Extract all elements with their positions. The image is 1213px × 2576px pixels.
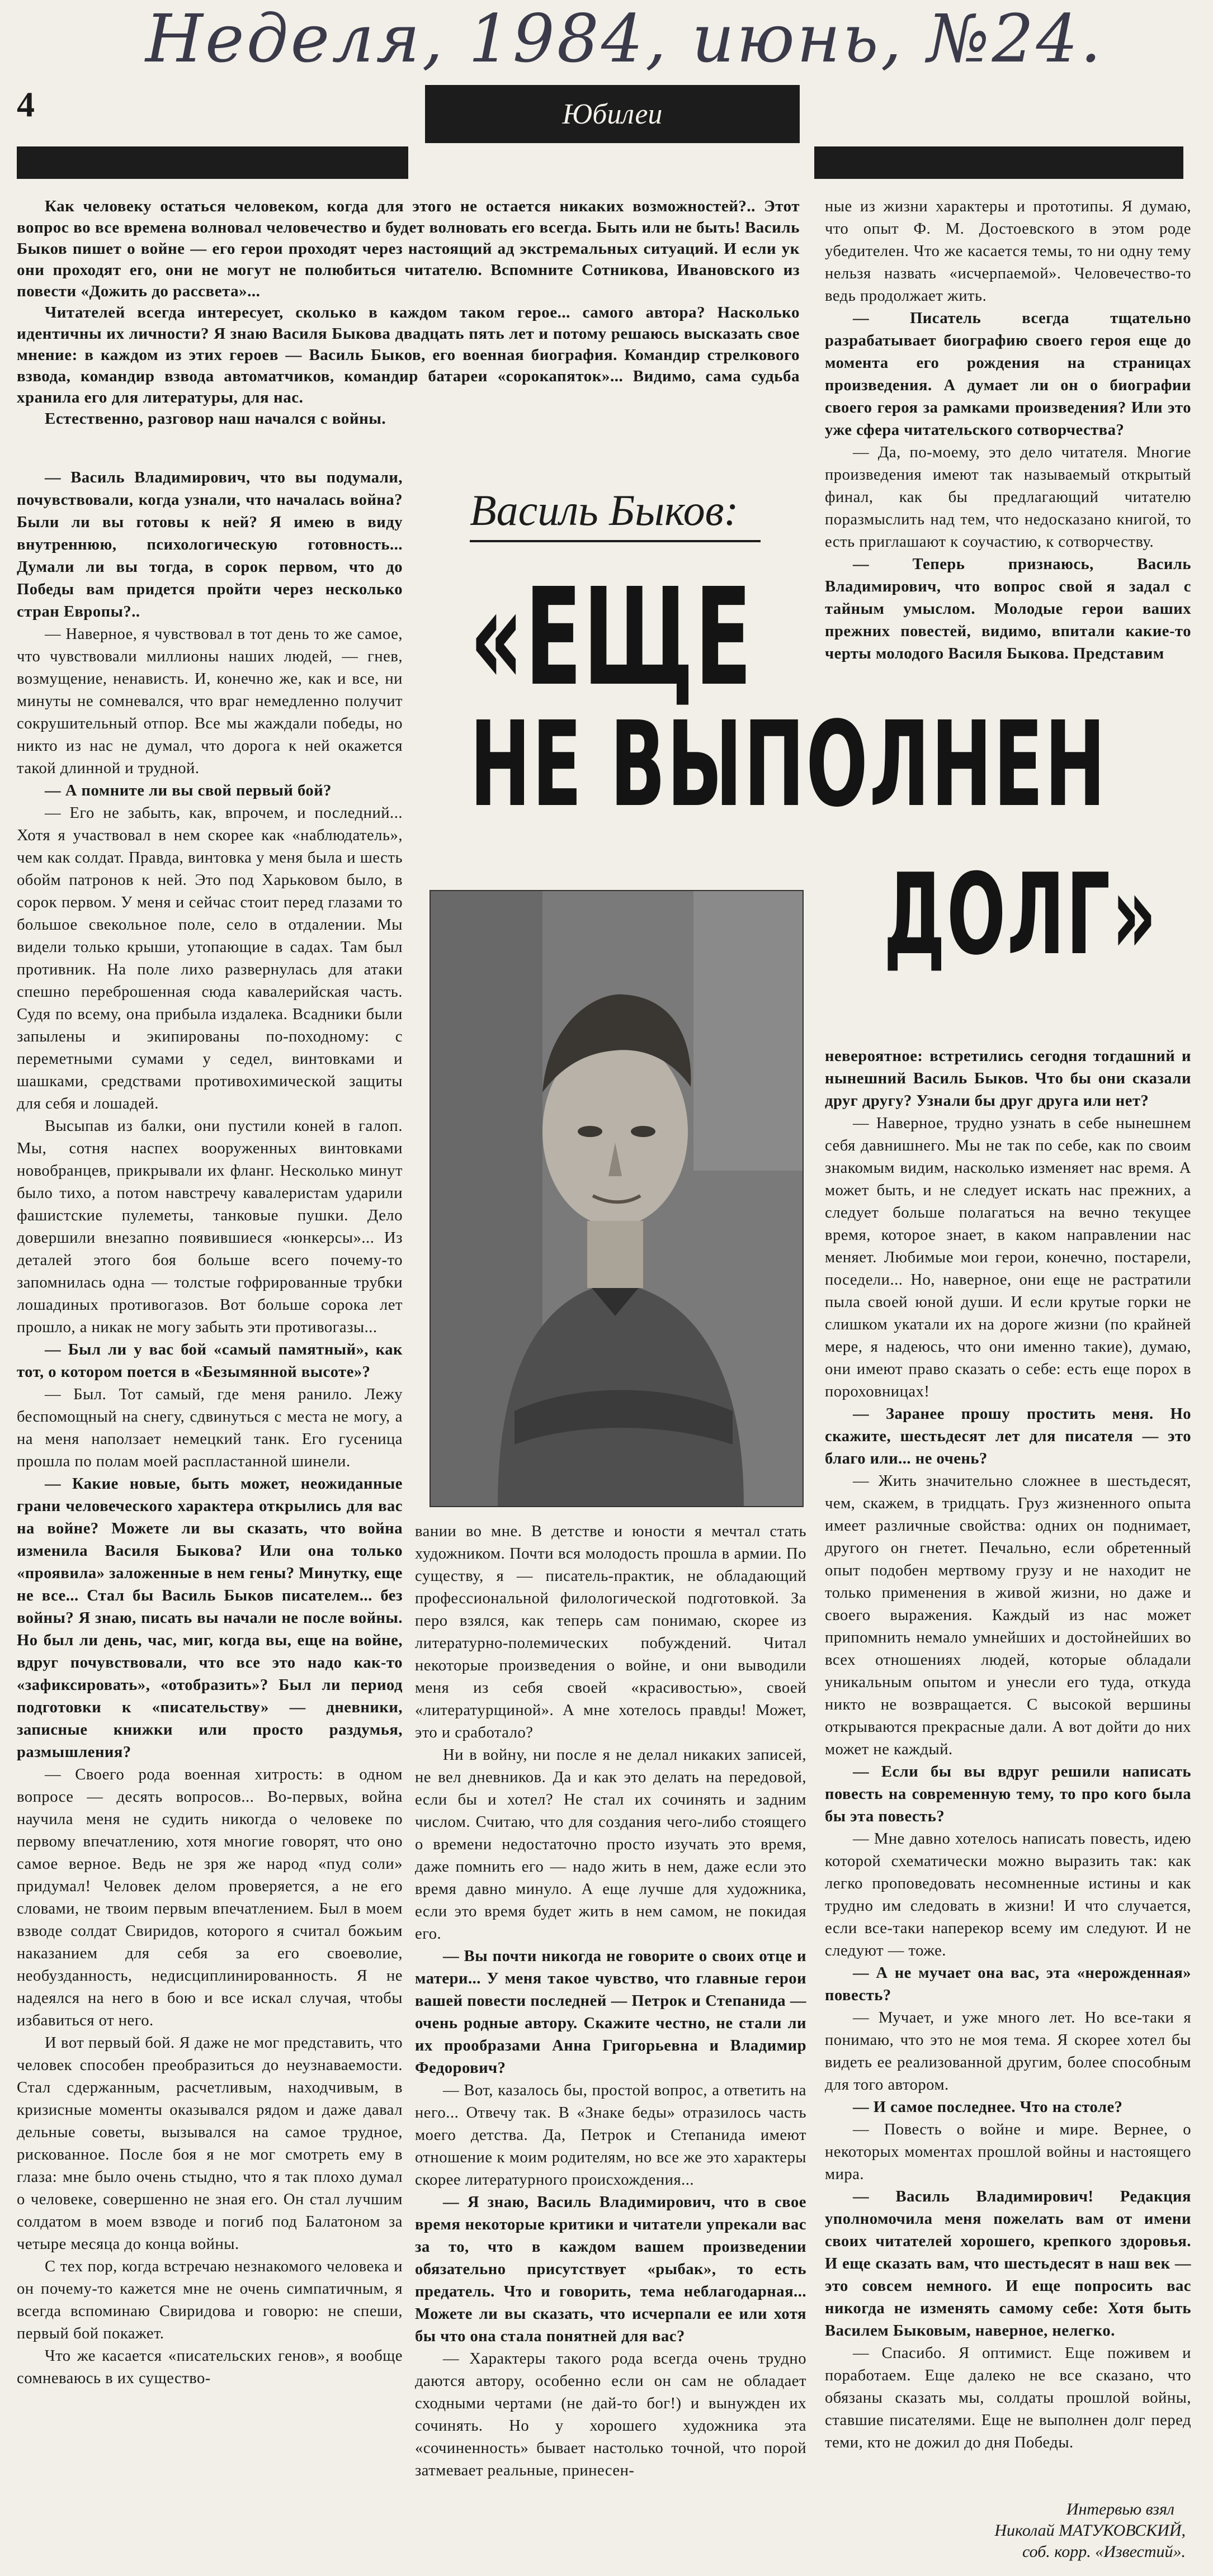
interview-paragraph: Высыпав из балки, они пустили коней в галоп. Мы, сотня наспех вооруженных винтовками новобранцев, прикрывали их фланг. Несколько минут было тихо, а потом навстречу кавалеристам ударили фашистские пулеметы, танковые пушки. Дело довершили внезапно появившиеся «юнкерсы»... Из деталей этого боя больше всего почему-то запомнилась одна — толстые гофрированные трубки лошадиных противогазов. Вот больше сорока лет прошло, а никак не могу забыть эти противогазы...: [17, 1117, 403, 1336]
signature-line-2: Николай МАТУКОВСКИЙ,: [994, 2521, 1186, 2540]
rubric-label: Юбилеи: [562, 98, 663, 130]
signature-line-1: Интервью взял: [1066, 2500, 1174, 2518]
interview-paragraph: — Если бы вы вдруг решили написать повесть на современную тему, то про кого была бы эта повесть?: [825, 1763, 1191, 1825]
headline-line-3: ДОЛГ»: [884, 850, 1158, 980]
interview-paragraph: — Характеры такого рода всегда очень трудно даются автору, особенно если он сам не обладает сходными чертами (не дай-то бог!) и вынужден их сочинять. Но у хорошего художника эта «сочиненность» бывает настолько точной, что порой затмевает реальные, принесен-: [415, 2350, 806, 2479]
interview-paragraph: — Я знаю, Василь Владимирович, что в свое время некоторые критики и читатели упрекали вас за то, что в каждом вашем произведении обязательно присутствует «рыбак», то есть предатель. Что и говорить, тема неблагодарная... Можете ли вы сказать, что исчерпали ее или хотя бы что она стала понятней для вас?: [415, 2194, 806, 2345]
lead-paragraph: Естественно, разговор наш начался с войны.: [45, 410, 386, 428]
article-column-1: [17, 467, 403, 2390]
interview-paragraph: — Да, по-моему, это дело читателя. Многие произведения имеют так называемый открытый финал, как бы предлагающий читателю поразмыслить над тем, что недосказано книгой, то есть приглашают к соучастию, к сотворчеству.: [825, 444, 1191, 551]
interview-paragraph: — Мучает, и уже много лет. Но все-таки я понимаю, что это не моя тема. Я скорее хотел бы видеть ее реализованной другим, более способным для того автором.: [825, 2009, 1191, 2094]
headline-line-2: НЕ ВЫПОЛНЕН: [470, 696, 1107, 833]
article-column-3: [825, 196, 1191, 665]
interview-paragraph: вании во мне. В детстве и юности я мечтал стать художником. Почти вся молодость прошла в армии. По существу, я — писатель-практик, не обладающий профессиональной филологической подготовкой. За перо взялся, как теперь сам понимаю, скорее из литературно-полемических побуждений. Читал некоторые произведения о войне, и они выводили меня из себя своей «красивостью», своей «литературщиной». А мне хотелось правды! Может, это и сработало?: [415, 1523, 806, 1741]
article-column-3-continued: [825, 1045, 1191, 2454]
interview-signature: [884, 2499, 1186, 2563]
signature-line-3: соб. корр. «Известий».: [1022, 2542, 1186, 2561]
interview-paragraph: — Повесть о войне и мире. Вернее, о некоторых моментах прошлой войны и настоящего мира.: [825, 2121, 1191, 2183]
interview-paragraph: — Был ли у вас бой «самый памятный», как тот, о котором поется в «Безымянной высоте»?: [17, 1341, 403, 1381]
interview-paragraph: — Заранее прошу простить меня. Но скажите, шестьдесят лет для писателя — это благо или... не очень?: [825, 1405, 1191, 1467]
interview-paragraph: — Василь Владимирович, что вы подумали, почувствовали, когда узнали, что началась война? Были ли вы готовы к ней? Я имею в виду внутреннюю, психологическую готовность... Думали ли вы тогда, в сорок первом, что до Победы вам придется пройти через несколько стран Европы?..: [17, 469, 403, 621]
interview-paragraph: — Василь Владимирович! Редакция уполномочила меня пожелать вам от имени своих читателей хорошего, крепкого здоровья. И еще сказать вам, что шестьдесят в наш век — это совсем немного. И еще попросить вас никогда не изменять самому себе: Хотя быть Василем Быковым, наверное, нелегко.: [825, 2188, 1191, 2340]
rubric-banner: [425, 85, 800, 143]
interview-paragraph: Ни в войну, ни после я не делал никаких записей, не вел дневников. Да и как это делать на передовой, если бы и хотел? Не стал их сочинять и задним числом. Считаю, что для создания чего-либо стоящего о времени недостаточно просто изучать это время, даже помнить его — надо жить в нем, даже если это время давно минуло. А еще лучше для художника, если это время будет жить в нем самом, не покидая его.: [415, 1746, 806, 1943]
author-byline: Василь Быков:: [470, 485, 772, 536]
portrait-illustration: [431, 891, 803, 1506]
article-column-2: [415, 1521, 806, 2482]
interview-paragraph: — А помните ли вы свой первый бой?: [45, 782, 332, 799]
interview-paragraph: — Жить значительно сложнее в шестьдесят, чем, скажем, в тридцать. Груз жизненного опыта имеет различные свойства: одних он поднимает, другого он гнетет. Печально, если обретенный опыт подобен мертвому грузу и не находит не только применения в живой жизни, но даже и своего выражения. Каждый из нас может припомнить немало умнейших и достойнейших во всех отношениях людей, которые обладали уникальным опытом и унесли его туда, откуда никто не возвращается. С высокой вершины открываются прекрасные дали. А вот дойти до них может не каждый.: [825, 1472, 1191, 1758]
interview-paragraph: — Наверное, я чувствовал в тот день то же самое, что чувствовали миллионы наших людей, — гнев, возмущение, ненависть. И, конечно же, как и все, ни минуты не сомневался, что враг немедленно получит сокрушительный отпор. Все мы жаждали победы, но никто из нас не думал, что дорога к ней окажется такой длинной и трудной.: [17, 626, 403, 777]
interview-paragraph: — Теперь признаюсь, Василь Владимирович, что вопрос свой я задал с тайным умыслом. Молодые герои ваших прежних повестей, видимо, впитали какие-то черты молодого Василя Быкова. Представим: [825, 556, 1191, 662]
lead-paragraph: Как человеку остаться человеком, когда для этого не остается никаких возможностей?.. Этот вопрос во все времена волновал человечество и будет волновать его всегда. Быть или не быть! Василь Быков пишет о войне — его герои проходят через настоящий ад экстремальных ситуаций. И если ук они проходят его, они не могут не полюбиться читателю. Вспомните Сотникова, Ивановского из повести «Дожить до рассвета»...: [17, 197, 800, 300]
interview-paragraph: — Какие новые, быть может, неожиданные грани человеческого характера открылись для вас на войне? Можете ли вы сказать, что война изменила Василя Быкова? Или она только «проявила» заложенные в нем гены? Минутку, еще не все... Стал бы Василь Быков писателем... без войны? Я знаю, писать вы начали не после войны. Но был ли день, час, миг, когда вы, еще на войне, вдруг почувствовали, что все это надо как-то «зафиксировать», «отобразить»? Был ли период подготовки к «писательству» — дневники, записные книжки или просто раздумья, размышления?: [17, 1475, 403, 1761]
headline-line-1: «ЕЩЕ: [470, 559, 753, 716]
interview-paragraph: — Своего рода военная хитрость: в одном вопросе — десять вопросов... Во-первых, война научила меня не судить никогда о человеке по первому впечатлению, хотя многие говорят, что оно самое верное. Ведь не зря же народ «пуд соли» придумал! Человек делом проверяется, а не его словами, не твоим первым впечатлением. Был в моем взводе солдат Свиридов, которого я считал божьим наказанием для себя за его своеволие, необузданность, недисциплинированность. Я не надеялся на него в бою и все искал случая, чтобы избавиться от него.: [17, 1766, 403, 2029]
interview-paragraph: С тех пор, когда встречаю незнакомого человека и он почему-то кажется мне не очень симпатичным, я всегда вспоминаю Свиридова и говорю: не спеши, первый бой покажет.: [17, 2258, 403, 2342]
interview-paragraph: — Его не забыть, как, впрочем, и последний... Хотя я участвовал в нем скорее как «наблюдатель», чем как солдат. Правда, винтовка у меня была и шесть обойм патронов к ней. Это под Харьковом было, в сорок первом. У меня и сейчас стоит перед глазами то большое свекольное поле, село в отдалении. Мы видели только крыши, утопающие в садах. Там был противник. На поле лихо развернулась для атаки спешно переброшенная сюда кавалерийская часть. Судя по всему, она прибыла издалека. Всадники были запылены и экипированы по-походному: с переметными сумами у седел, винтовками и шашками, средствами противохимической защиты для себя и лошадей.: [17, 804, 403, 1112]
interview-paragraph: — Вот, казалось бы, простой вопрос, а ответить на него... Отвечу так. В «Знаке беды» отразилось часть моего детства. Да, Петрок и Степанида имеют отношение к моим родителям, но все же это характеры скорее литературного происхождения...: [415, 2082, 806, 2189]
header-rule-right: [814, 146, 1183, 179]
interview-paragraph: — Спасибо. Я оптимист. Еще поживем и поработаем. Еще далеко не все сказано, что обязаны сказать мы, солдаты прошлой войны, ставшие писателями. Еще не выполнен долг перед теми, кто не дожил до дня Победы.: [825, 2345, 1191, 2451]
interview-paragraph: И вот первый бой. Я даже не мог представить, что человек способен преобразиться до неузнаваемости. Стал сдержанным, расчетливым, находчивым, в кризисные моменты оказывался рядом и даже давал дельные советы, вызывался на самое трудное, рискованное. После боя я не мог смотреть ему в глаза: мне было очень стыдно, что я так плохо думал о человеке, совершенно не зная его. Он стал лучшим солдатом в моем взводе и погиб под Балатоном за четыре месяца до конца войны.: [17, 2034, 403, 2253]
interview-paragraph: невероятное: встретились сегодня тогдашний и нынешний Василь Быков. Что бы они сказали друг другу? Узнали бы друг друга или нет?: [825, 1048, 1191, 1110]
interview-paragraph: — Мне давно хотелось написать повесть, идею которой схематически можно выразить так: как легко проповедовать несомненные истины и как трудно им следовать в жизни! И что случается, если все-таки наперекор всему им следуют. И не следуют — тоже.: [825, 1830, 1191, 1959]
interview-paragraph: — И самое последнее. Что на столе?: [853, 2099, 1123, 2116]
interview-paragraph: ные из жизни характеры и прототипы. Я думаю, что опыт Ф. М. Достоевского в этом роде убедителен. Что же касается темы, то ни одну тему нельзя назвать «исчерпаемой». Человечество-то ведь продолжает жить.: [825, 198, 1191, 305]
interview-paragraph: — А не мучает она вас, эта «нерожденная» повесть?: [825, 1964, 1191, 2004]
interview-paragraph: — Был. Тот самый, где меня ранило. Лежу беспомощный на снегу, сдвинуться с места не могу, а на меня наползает немецкий танк. Его гусеница прошла по полам моей распластанной шинели.: [17, 1386, 403, 1470]
author-portrait-photo: [429, 890, 804, 1507]
interview-paragraph: — Вы почти никогда не говорите о своих отце и матери... У меня такое чувство, что главные герои вашей повести последней — Петрок и Степанида — очень родные автору. Скажите честно, не стали ли их прообразами Анна Григорьевна и Владимир Федорович?: [415, 1948, 806, 2077]
article-lead: [17, 196, 800, 429]
page-number: 4: [17, 84, 35, 124]
lead-paragraph: Читателей всегда интересует, сколько в каждом таком герое... самого автора? Насколько идентичны их личности? Я знаю Василя Быкова двадцать пять лет и потому решаюсь высказать свое мнение: в каждом из этих героев — Василь Быков, его военная биография. Командир стрелкового взвода, командир взвода автоматчиков, командир батареи «сорокапяток»... Видимо, сама судьба хранила его для литературы, для нас.: [17, 304, 800, 406]
interview-paragraph: — Наверное, трудно узнать в себе нынешнем себя давнишнего. Мы не так по себе, как по своим знакомым видим, насколько изменяет нас время. А может быть, и не следует искать нас прежних, а следует больше полагаться на вечно текущее время, которое знает, в каком направлении нас меняет. Любимые мои герои, конечно, постарели, поседели... Но, наверное, они еще не растратили пыла своей юной души. И если крутые горки не слишком укатали их на дороге жизни (по крайней мере, я надеюсь, что они именно такие), думаю, они имеют право сказать о себе: есть еще порох в пороховницах!: [825, 1115, 1191, 1400]
handwritten-date-note: Неделя, 1984, июнь, №24.: [145, 0, 1104, 77]
header-rule-left: [17, 146, 408, 179]
interview-paragraph: Что же касается «писательских генов», я вообще сомневаюсь в их существо-: [17, 2347, 403, 2387]
interview-paragraph: — Писатель всегда тщательно разрабатывает биографию своего героя еще до момента его рождения на страницах произведения. А думает ли он о биографии своего героя за рамками произведения? Или это уже сфера читательского сотворчества?: [825, 310, 1191, 439]
